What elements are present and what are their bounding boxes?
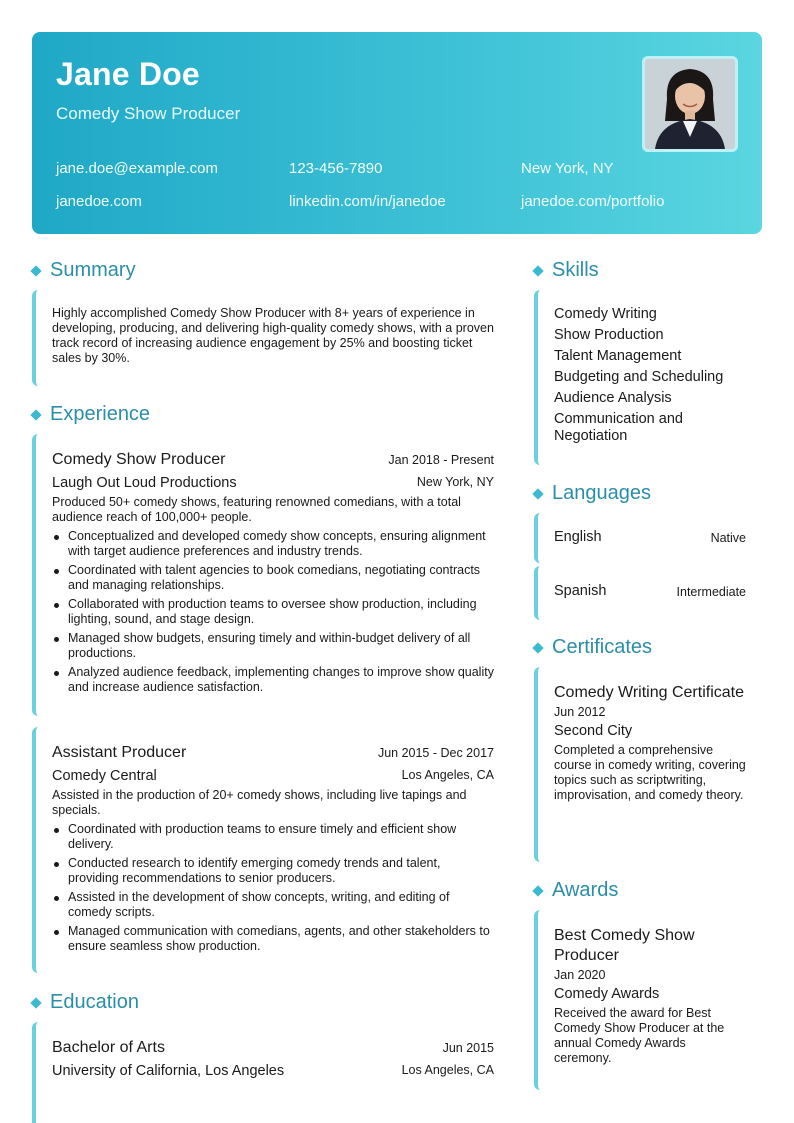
skill-item: Audience Analysis [554,390,672,406]
job-company: Laugh Out Loud Productions [52,475,237,491]
job-dates: Jun 2015 - Dec 2017 [377,746,494,760]
summary-heading [30,259,136,282]
candidate-name: Jane Doe [56,56,200,92]
list-item: Analyzed audience feedback, implementing changes to improve show quality and increase audience satisfaction. [52,665,494,695]
award-card [534,910,746,1090]
languages-heading [532,482,651,505]
job-title: Assistant Producer [52,744,187,761]
profile-photo [642,56,738,152]
certificate-card [534,667,746,862]
language-name: Spanish [554,583,607,599]
list-item: Managed show budgets, ensuring timely and within-budget delivery of all productions. [52,631,494,661]
diamond-bullet-icon [532,265,543,276]
diamond-bullet-icon [532,488,543,499]
skill-item: Talent Management [554,348,682,364]
certificate-date: Jun 2012 [554,705,606,719]
diamond-bullet-icon [30,997,41,1008]
contact-website[interactable]: janedoe.com [56,193,142,210]
education-heading [30,991,139,1014]
education-location: Los Angeles, CA [401,1063,494,1077]
skills-card [534,290,746,465]
school-name: University of California, Los Angeles [52,1063,285,1079]
job-summary: Produced 50+ comedy shows, featuring renowned comedians, with a total audience reach of 100,000+ people. [52,495,461,524]
diamond-bullet-icon [532,642,543,653]
experience-card-1 [32,434,494,716]
candidate-title: Comedy Show Producer [56,104,241,123]
list-item: Conceptualized and developed comedy show concepts, ensuring alignment with target audience preferences and industry trends. [52,529,494,559]
contact-location: New York, NY [521,160,614,177]
skill-item: Budgeting and Scheduling [554,369,724,385]
language-level: Native [710,531,746,545]
job-company: Comedy Central [52,768,157,784]
job-dates: Jan 2018 - Present [388,453,494,467]
education-date: Jun 2015 [442,1041,494,1055]
certificate-org: Second City [554,723,633,739]
experience-heading [30,403,150,426]
job-location: Los Angeles, CA [401,768,494,782]
language-card-spanish [534,566,746,620]
certificates-heading [532,636,652,659]
list-item: Conducted research to identify emerging comedy trends and talent, providing recommendations to senior producers. [52,856,494,886]
list-item: Managed communication with comedians, agents, and other stakeholders to ensure seamless show production. [52,924,494,954]
list-item: Assisted in the development of show concepts, writing, and editing of comedy scripts. [52,890,494,920]
job-summary: Assisted in the production of 20+ comedy shows, including live tapings and specials. [52,788,467,817]
skill-item: Comedy Writing [554,306,657,322]
job-bullets [52,529,494,695]
skills-heading [532,259,599,282]
contact-linkedin[interactable]: linkedin.com/in/janedoe [289,193,446,210]
profile-photo-avatar-icon [645,59,735,149]
contact-email[interactable]: jane.doe@example.com [56,160,218,177]
education-heading-text: Education [50,991,139,1013]
award-date: Jan 2020 [554,968,606,982]
award-org: Comedy Awards [554,986,660,1002]
experience-heading-text: Experience [50,403,151,425]
job-bullets [52,822,494,954]
skill-item: Communication and Negotiation [554,411,683,444]
diamond-bullet-icon [30,409,41,420]
experience-card-2 [32,727,494,973]
diamond-bullet-icon [532,885,543,896]
certificates-heading-text: Certificates [552,636,653,658]
summary-heading-text: Summary [50,259,136,281]
job-location: New York, NY [416,475,494,489]
summary-text: Highly accomplished Comedy Show Producer with 8+ years of experience in developing, producing, and delivering high-quality comedy shows, with a proven track record of increasing audience engagement by 25% and boosting ticket sales by 30%. [52,306,494,365]
resume-header [32,32,762,234]
certificate-name: Comedy Writing Certificate [554,684,744,701]
skills-heading-text: Skills [552,259,599,281]
certificate-description: Completed a comprehensive course in comedy writing, covering topics such as scriptwriting, improvisation, and comedy theory. [554,743,746,802]
award-description: Received the award for Best Comedy Show Producer at the annual Comedy Awards ceremony. [554,1006,725,1065]
award-name: Best Comedy Show Producer [554,927,695,964]
language-card-english [534,513,746,563]
language-level: Intermediate [676,585,746,599]
contact-phone[interactable]: 123-456-7890 [289,160,383,177]
list-item: Coordinated with production teams to ensure timely and efficient show delivery. [52,822,494,852]
contact-portfolio[interactable]: janedoe.com/portfolio [521,193,665,210]
diamond-bullet-icon [30,265,41,276]
awards-heading-text: Awards [552,879,619,901]
list-item: Collaborated with production teams to oversee show production, including lighting, sound, and stage design. [52,597,494,627]
awards-heading [532,879,618,902]
list-item: Coordinated with talent agencies to book comedians, negotiating contracts and managing relationships. [52,563,494,593]
summary-card [32,290,494,386]
languages-heading-text: Languages [552,482,651,504]
skill-item: Show Production [554,327,664,343]
education-card [32,1022,494,1123]
language-name: English [554,529,602,545]
degree-name: Bachelor of Arts [52,1039,165,1056]
job-title: Comedy Show Producer [52,451,226,468]
